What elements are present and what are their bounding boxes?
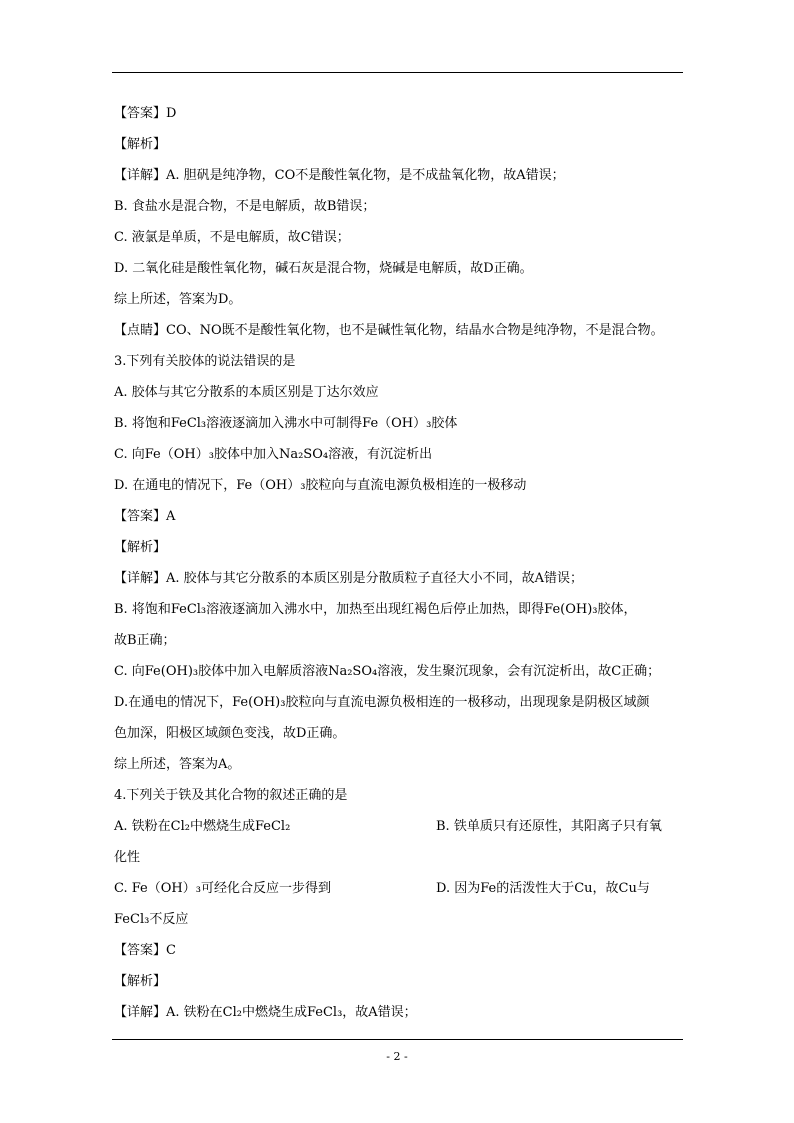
q4-option-b-continued: 化性 bbox=[114, 850, 141, 865]
option-line: C. 向Fe（OH）₃胶体中加入Na₂SO₄溶液，有沉淀析出 bbox=[114, 447, 433, 462]
q4-option-row-2 bbox=[114, 873, 686, 904]
option-line: D. 在通电的情况下，Fe（OH）₃胶粒向与直流电源负极相连的一极移动 bbox=[114, 478, 527, 493]
header-rule bbox=[112, 72, 683, 73]
text-line: 故B正确； bbox=[114, 633, 176, 648]
text-line: 【详解】A. 铁粉在Cl₂中燃烧生成FeCl₃，故A错误； bbox=[114, 1005, 417, 1020]
text-line: 【解析】 bbox=[114, 540, 167, 555]
option-line: B. 将饱和FeCl₃溶液逐滴加入沸水中可制得Fe（OH）₃胶体 bbox=[114, 416, 458, 431]
question-4-stem: 4.下列关于铁及其化合物的叙述正确的是 bbox=[114, 788, 348, 803]
text-line: 【详解】A. 胆矾是纯净物，CO不是酸性氧化物，是不成盐氧化物，故A错误； bbox=[114, 168, 565, 183]
text-line: 色加深，阳极区域颜色变浅，故D正确。 bbox=[114, 726, 346, 741]
q4-option-c: C. Fe（OH）₃可经化合反应一步得到 bbox=[114, 881, 331, 896]
text-line: 综上所述，答案为A。 bbox=[114, 757, 241, 772]
option-line: A. 胶体与其它分散系的本质区别是丁达尔效应 bbox=[114, 385, 379, 400]
text-line: 【答案】D bbox=[114, 106, 177, 121]
text-line: C. 向Fe(OH)₃胶体中加入电解质溶液Na₂SO₄溶液，发生聚沉现象，会有沉淀析出，故C正确； bbox=[114, 664, 661, 679]
text-line: B. 将饱和FeCl₃溶液逐滴加入沸水中，加热至出现红褐色后停止加热，即得Fe(OH)₃胶体， bbox=[114, 602, 637, 617]
text-line: C. 液氯是单质，不是电解质，故C错误； bbox=[114, 230, 350, 245]
page-content bbox=[114, 98, 686, 1028]
text-line: D. 二氧化硅是酸性氧化物，碱石灰是混合物，烧碱是电解质，故D正确。 bbox=[114, 261, 533, 276]
text-line: 【答案】A bbox=[114, 509, 176, 524]
q4-option-row-1 bbox=[114, 811, 686, 842]
q4-option-a: A. 铁粉在Cl₂中燃烧生成FeCl₂ bbox=[114, 819, 291, 834]
text-line: 【点睛】CO、NO既不是酸性氧化物，也不是碱性氧化物，结晶水合物是纯净物，不是混合物。 bbox=[114, 323, 664, 338]
text-line: 【解析】 bbox=[114, 137, 167, 152]
text-line: B. 食盐水是混合物，不是电解质，故B错误； bbox=[114, 199, 376, 214]
text-line: 【答案】C bbox=[114, 943, 176, 958]
text-line: 【解析】 bbox=[114, 974, 167, 989]
footer-rule bbox=[112, 1039, 683, 1040]
page-number: - 2 - bbox=[386, 1050, 408, 1063]
text-line: 综上所述，答案为D。 bbox=[114, 292, 242, 307]
text-line: D.在通电的情况下，Fe(OH)₃胶粒向与直流电源负极相连的一极移动，出现现象是阴极区域颜 bbox=[114, 695, 650, 710]
q4-option-d-continued: FeCl₃不反应 bbox=[114, 912, 189, 927]
q4-option-b: B. 铁单质只有还原性，其阳离子只有氧 bbox=[436, 819, 662, 834]
question-3-stem: 3.下列有关胶体的说法错误的是 bbox=[114, 354, 296, 369]
text-line: 【详解】A. 胶体与其它分散系的本质区别是分散质粒子直径大小不同，故A错误； bbox=[114, 571, 584, 586]
q4-option-d: D. 因为Fe的活泼性大于Cu，故Cu与 bbox=[436, 881, 650, 896]
